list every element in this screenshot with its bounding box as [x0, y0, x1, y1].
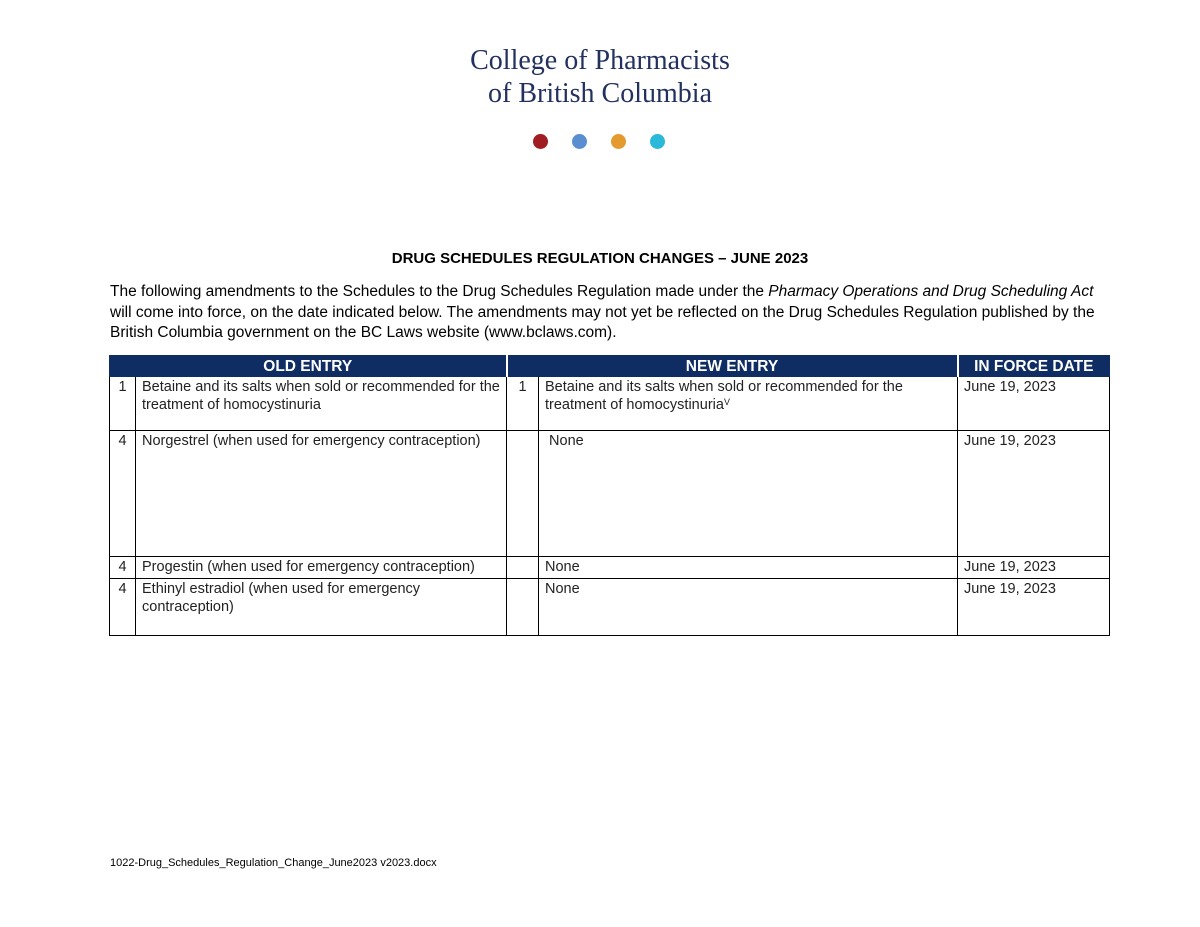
document-title: DRUG SCHEDULES REGULATION CHANGES – JUNE 2023 [391, 250, 809, 267]
logo-dot-orange [611, 134, 626, 149]
column-header-in-force-date: IN FORCE DATE [958, 356, 1110, 377]
column-header-new-entry: NEW ENTRY [507, 356, 958, 377]
new-entry-text: Betaine and its salts when sold or recommended for the treatment of homocystinuria [545, 379, 903, 413]
new-entry-cell: None [539, 431, 958, 557]
footnote-marker: V [723, 397, 730, 407]
act-name: Pharmacy Operations and Drug Scheduling Act [768, 283, 1094, 300]
new-schedule-number [507, 557, 539, 579]
org-name-line2: of British Columbia [488, 78, 712, 109]
old-schedule-number: 4 [110, 431, 136, 557]
old-schedule-number: 1 [110, 377, 136, 431]
table-row [110, 579, 1110, 636]
old-entry-cell: Norgestrel (when used for emergency contraception) [136, 431, 507, 557]
new-schedule-number: 1 [507, 377, 539, 431]
schedule-changes-table [109, 355, 1110, 636]
table-row [110, 377, 1110, 431]
in-force-date-cell: June 19, 2023 [958, 579, 1110, 636]
new-schedule-number [507, 431, 539, 557]
in-force-date-cell: June 19, 2023 [958, 377, 1110, 431]
old-entry-cell: Ethinyl estradiol (when used for emergency contraception) [136, 579, 507, 636]
new-entry-cell [539, 377, 958, 431]
intro-text-end: will come into force, on the date indicated below. The amendments may not yet be reflected on the Drug Schedules Regulation published by the British Columbia government on the BC Laws website (www.bclaws.com). [110, 303, 1095, 341]
table-header-row [110, 356, 1110, 377]
old-schedule-number: 4 [110, 557, 136, 579]
column-header-old-entry: OLD ENTRY [110, 356, 507, 377]
old-schedule-number: 4 [110, 579, 136, 636]
logo-dot-blue [572, 134, 587, 149]
logo-dot-red [533, 134, 548, 149]
new-entry-cell: None [539, 579, 958, 636]
intro-paragraph [110, 282, 1100, 344]
org-logo [0, 44, 1200, 110]
in-force-date-cell: June 19, 2023 [958, 431, 1110, 557]
old-entry-cell: Betaine and its salts when sold or recommended for the treatment of homocystinuria [136, 377, 507, 431]
new-entry-cell: None [539, 557, 958, 579]
table-row [110, 431, 1110, 557]
org-name-line1: College of Pharmacists [470, 45, 730, 76]
in-force-date-cell: June 19, 2023 [958, 557, 1110, 579]
new-schedule-number [507, 579, 539, 636]
table-row [110, 557, 1110, 579]
old-entry-cell: Progestin (when used for emergency contraception) [136, 557, 507, 579]
logo-dots [533, 134, 673, 150]
logo-dot-cyan [650, 134, 665, 149]
document-filename-footer: 1022-Drug_Schedules_Regulation_Change_June2023 v2023.docx [110, 857, 437, 869]
intro-text-start: The following amendments to the Schedules to the Drug Schedules Regulation made under the [110, 283, 769, 300]
